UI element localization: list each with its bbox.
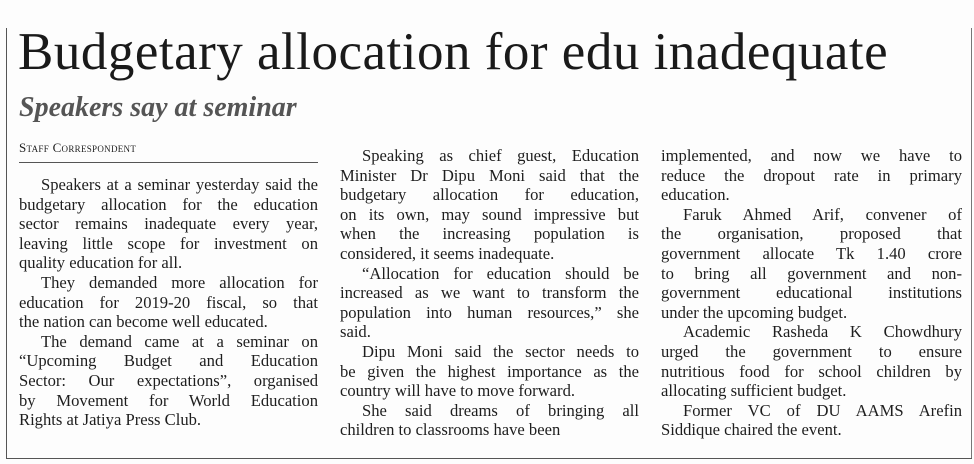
text-line: “Allocation for education should be [362,263,639,283]
article-subhead: Speakers say at seminar [19,92,297,123]
text-line: population into human resources,” she [340,302,639,322]
text-line: education for 2019-20 fiscal, so that [19,292,318,312]
article-paragraph [661,146,962,205]
article-headline: Budgetary allocation for edu inadequate [18,23,889,81]
article-paragraph [19,332,318,430]
article-column-3 [661,146,962,440]
text-line: increased as we want to transform the [340,283,639,303]
text-line: on its own, may sound impressive but [340,204,639,224]
text-line: allocating sufficient budget. [661,381,847,401]
text-line: to bring all government and non- [661,263,962,283]
text-line: children to classrooms have been [340,420,561,440]
text-line: when the increasing population is [340,224,639,244]
article-column-1 [19,175,318,430]
text-line: urged the government to ensure [661,341,962,361]
text-line: They demanded more allocation for [41,272,318,292]
text-line: government allocate Tk 1.40 crore [661,243,962,263]
article-paragraph [340,401,639,440]
article-paragraph [19,175,318,273]
text-line: be given the highest importance as the [340,361,639,381]
text-line: Rights at Jatiya Press Club. [19,410,202,430]
text-line: government educational institutions [661,283,962,303]
text-line: country will have to move forward. [340,381,576,401]
text-line: by Movement for World Education [19,390,318,410]
text-line: She said dreams of bringing all [362,400,639,420]
text-line: considered, it seems inadequate. [340,243,555,263]
text-line: Sector: Our expectations”, organised [19,370,318,390]
right-column-rule [971,28,972,458]
text-line: Siddique chaired the event. [661,420,842,440]
byline: Staff Correspondent [19,140,318,163]
article-paragraph [661,401,962,440]
text-line: Minister Dr Dipu Moni said that the [340,165,639,185]
article-column-2 [340,146,639,440]
text-line: Speaking as chief guest, Education [362,146,639,165]
text-line: “Upcoming Budget and Education [19,351,318,371]
text-line: education. [661,185,730,205]
text-line: the organisation, proposed that [661,224,962,244]
article-paragraph [19,273,318,332]
text-line: reduce the dropout rate in primary [661,165,962,185]
text-line: Faruk Ahmed Arif, convener of [683,204,962,224]
text-line: Dipu Moni said the sector needs to [362,341,639,361]
text-line: said. [340,322,371,342]
text-line: sector remains inadequate every year, [19,214,318,234]
text-line: Academic Rasheda K Chowdhury [683,322,962,342]
article-paragraph [661,322,962,400]
text-line: leaving little scope for investment on [19,233,318,253]
text-line: implemented, and now we have to [661,146,962,165]
text-line: under the upcoming budget. [661,302,848,322]
text-line: The demand came at a seminar on [41,331,318,351]
text-line: the nation can become well educated. [19,312,268,332]
article-paragraph [340,342,639,401]
article-paragraph [340,264,639,342]
article-paragraph [661,205,962,323]
text-line: nutritious food for school children by [661,361,962,381]
article-paragraph [340,146,639,264]
text-line: budgetary allocation for education, [340,185,639,205]
bottom-rule [6,458,972,459]
text-line: quality education for all. [19,253,183,273]
text-line: Speakers at a seminar yesterday said the [41,175,318,194]
text-line: budgetary allocation for the education [19,194,318,214]
left-column-rule [6,28,7,458]
text-line: Former VC of DU AAMS Arefin [683,400,962,420]
